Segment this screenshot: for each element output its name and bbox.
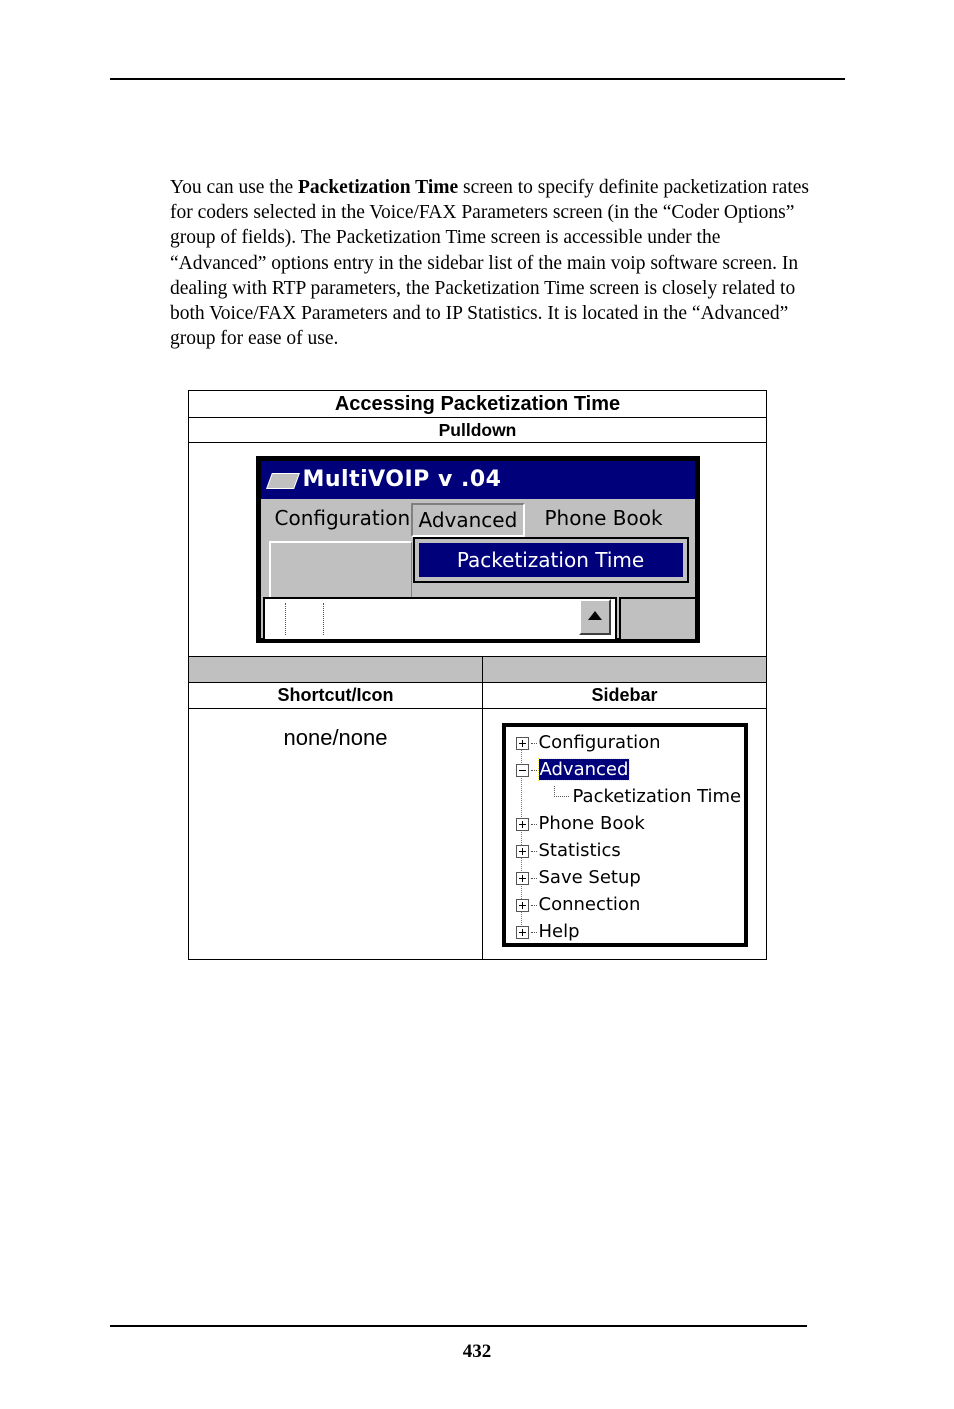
window-body xyxy=(261,537,695,638)
gray-band-left xyxy=(189,657,483,683)
pulldown-label: Pulldown xyxy=(189,418,767,443)
scroll-up-button[interactable] xyxy=(579,599,611,635)
tree-connector xyxy=(554,786,569,797)
tree-connector xyxy=(531,824,537,825)
collapse-icon[interactable] xyxy=(516,764,529,777)
status-divider xyxy=(323,603,324,635)
expand-icon[interactable] xyxy=(516,926,529,939)
left-panel xyxy=(269,541,412,599)
tree-item-save-setup[interactable] xyxy=(516,865,641,890)
pulldown-screenshot xyxy=(256,456,700,643)
tree-label: Connection xyxy=(538,894,641,915)
tree-label: Help xyxy=(538,921,580,942)
shortcut-cell xyxy=(189,709,483,960)
app-icon xyxy=(266,473,300,489)
tree-item-advanced[interactable] xyxy=(516,757,630,782)
body-bold-term: Packetization Time xyxy=(298,177,459,198)
tree-label: Advanced xyxy=(539,759,629,780)
body-paragraph xyxy=(170,175,820,351)
status-divider xyxy=(285,603,286,635)
expand-icon[interactable] xyxy=(516,818,529,831)
header-rule xyxy=(110,78,845,80)
tree-label: Phone Book xyxy=(538,813,645,834)
tree-item-statistics[interactable] xyxy=(516,838,621,863)
menu-item-packetization-time[interactable]: Packetization Time xyxy=(419,543,683,577)
tree-connector xyxy=(531,905,537,906)
page-number: 432 xyxy=(462,1341,492,1362)
tree-item-packetization-time[interactable] xyxy=(554,784,742,809)
tree-connector xyxy=(531,932,537,933)
sidebar-cell xyxy=(483,709,767,960)
tree-item-help[interactable] xyxy=(516,919,580,944)
tree-label: Configuration xyxy=(538,732,661,753)
status-side-panel xyxy=(619,597,697,641)
shortcut-header: Shortcut/Icon xyxy=(189,683,483,709)
access-table xyxy=(188,390,767,960)
tree-label: Statistics xyxy=(538,840,621,861)
tree-item-connection[interactable] xyxy=(516,892,641,917)
table-title: Accessing Packetization Time xyxy=(189,391,767,418)
menu-advanced[interactable]: Advanced xyxy=(411,503,526,537)
expand-icon[interactable] xyxy=(516,737,529,750)
shortcut-value: none/none xyxy=(283,725,388,750)
status-bar xyxy=(263,597,617,641)
tree-connector xyxy=(531,851,537,852)
sidebar-screenshot xyxy=(502,723,748,947)
tree-connector xyxy=(531,878,537,879)
tree-item-configuration[interactable] xyxy=(516,730,661,755)
footer-rule xyxy=(110,1325,807,1327)
tree-connector xyxy=(531,743,537,744)
menu-phone-book[interactable]: Phone Book xyxy=(544,506,663,530)
tree-label: Save Setup xyxy=(538,867,641,888)
menu-configuration[interactable]: Configuration xyxy=(274,506,411,530)
window-title: MultiVOIP v .04 xyxy=(302,467,502,492)
tree-item-phone-book[interactable] xyxy=(516,811,645,836)
pulldown-cell xyxy=(189,443,767,657)
gray-band-right xyxy=(483,657,767,683)
expand-icon[interactable] xyxy=(516,899,529,912)
tree-label: Packetization Time xyxy=(572,786,742,807)
body-rest: screen to specify definite packetization rates for coders selected in the Voice/FAX Parameters screen (in the “Coder Options” group of fields). The Packetization Time screen is accessible under the “Advanced” options entry in the sidebar list of the main voip software screen. In dealing with RTP parameters, the Packetization Time screen is closely related to both Voice/FAX Parameters and to IP Statistics. It is located in the “Advanced” group for ease of use. xyxy=(170,177,809,350)
menu-bar xyxy=(261,499,695,537)
expand-icon[interactable] xyxy=(516,872,529,885)
advanced-dropdown xyxy=(413,537,689,583)
tree-connector xyxy=(531,770,537,771)
body-prefix: You can use the xyxy=(170,177,299,198)
sidebar-header: Sidebar xyxy=(483,683,767,709)
window-title-bar xyxy=(261,461,695,499)
expand-icon[interactable] xyxy=(516,845,529,858)
